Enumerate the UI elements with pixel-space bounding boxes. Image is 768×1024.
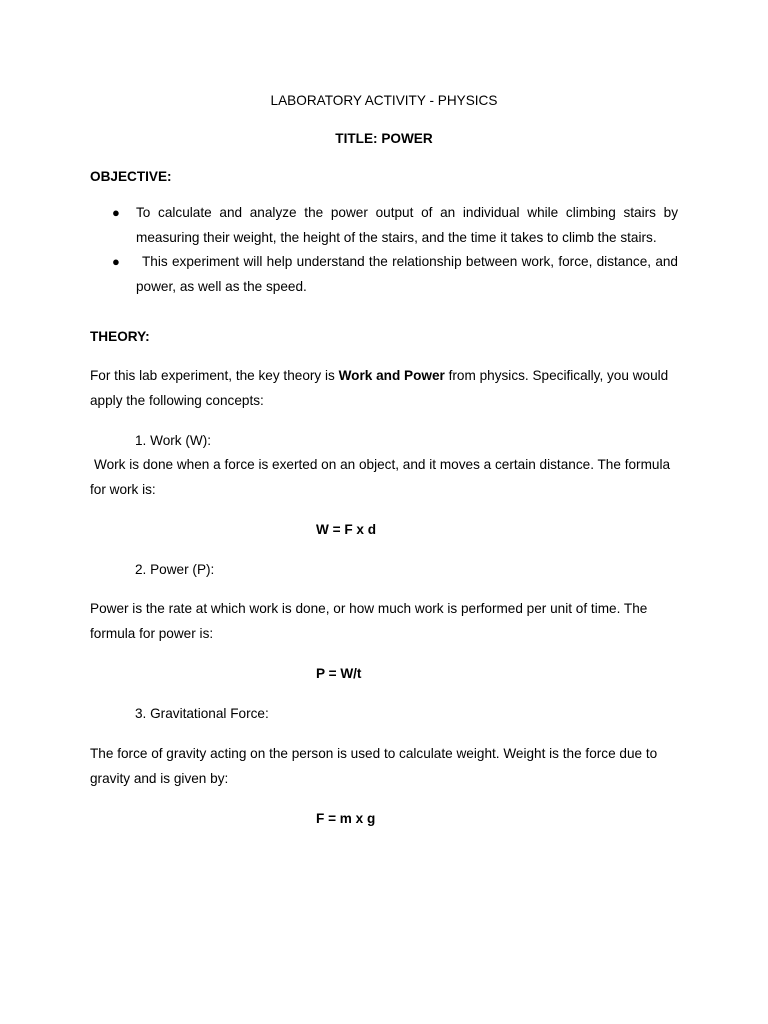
power-formula: P = W/t [316,666,362,681]
objective-heading: OBJECTIVE: [90,169,172,184]
concept-label: 1. Work (W): [135,433,212,448]
theory-intro-paragraph [90,364,678,413]
lab-activity-title: LABORATORY ACTIVITY - PHYSICS [270,93,498,108]
bullet-icon: ● [112,254,120,269]
concept-label: 3. Gravitational Force: [135,706,269,721]
bullet-icon: ● [112,205,120,220]
objective-item-text: To calculate and analyze the power output of an individual while climbing stairs by measuring their weight, the height of the stairs, and the time it takes to climb the stairs. [136,205,678,245]
work-formula: W = F x d [316,522,377,537]
theory-heading: THEORY: [90,329,150,344]
concept-description: The force of gravity acting on the person is used to calculate weight. Weight is the force due to gravity and is given by: [90,746,658,786]
concept-description: Power is the rate at which work is done, or how much work is performed per unit of time. The formula for power is: [90,601,648,641]
concept-description: Work is done when a force is exerted on an object, and it moves a certain distance. The formula for work is: [90,457,671,497]
theory-intro-text: For this lab experiment, the key theory is [90,368,339,383]
theory-key-term: Work and Power [338,368,445,383]
document-title: TITLE: POWER [335,131,433,146]
gravity-formula: F = m x g [316,811,376,826]
theory-intro-text: from physics. Specifically, you would apply the following concepts: [90,368,669,408]
objective-item-text: This experiment will help understand the relationship between work, force, distance, and power, as well as the speed. [136,254,678,294]
concept-label: 2. Power (P): [135,562,215,577]
